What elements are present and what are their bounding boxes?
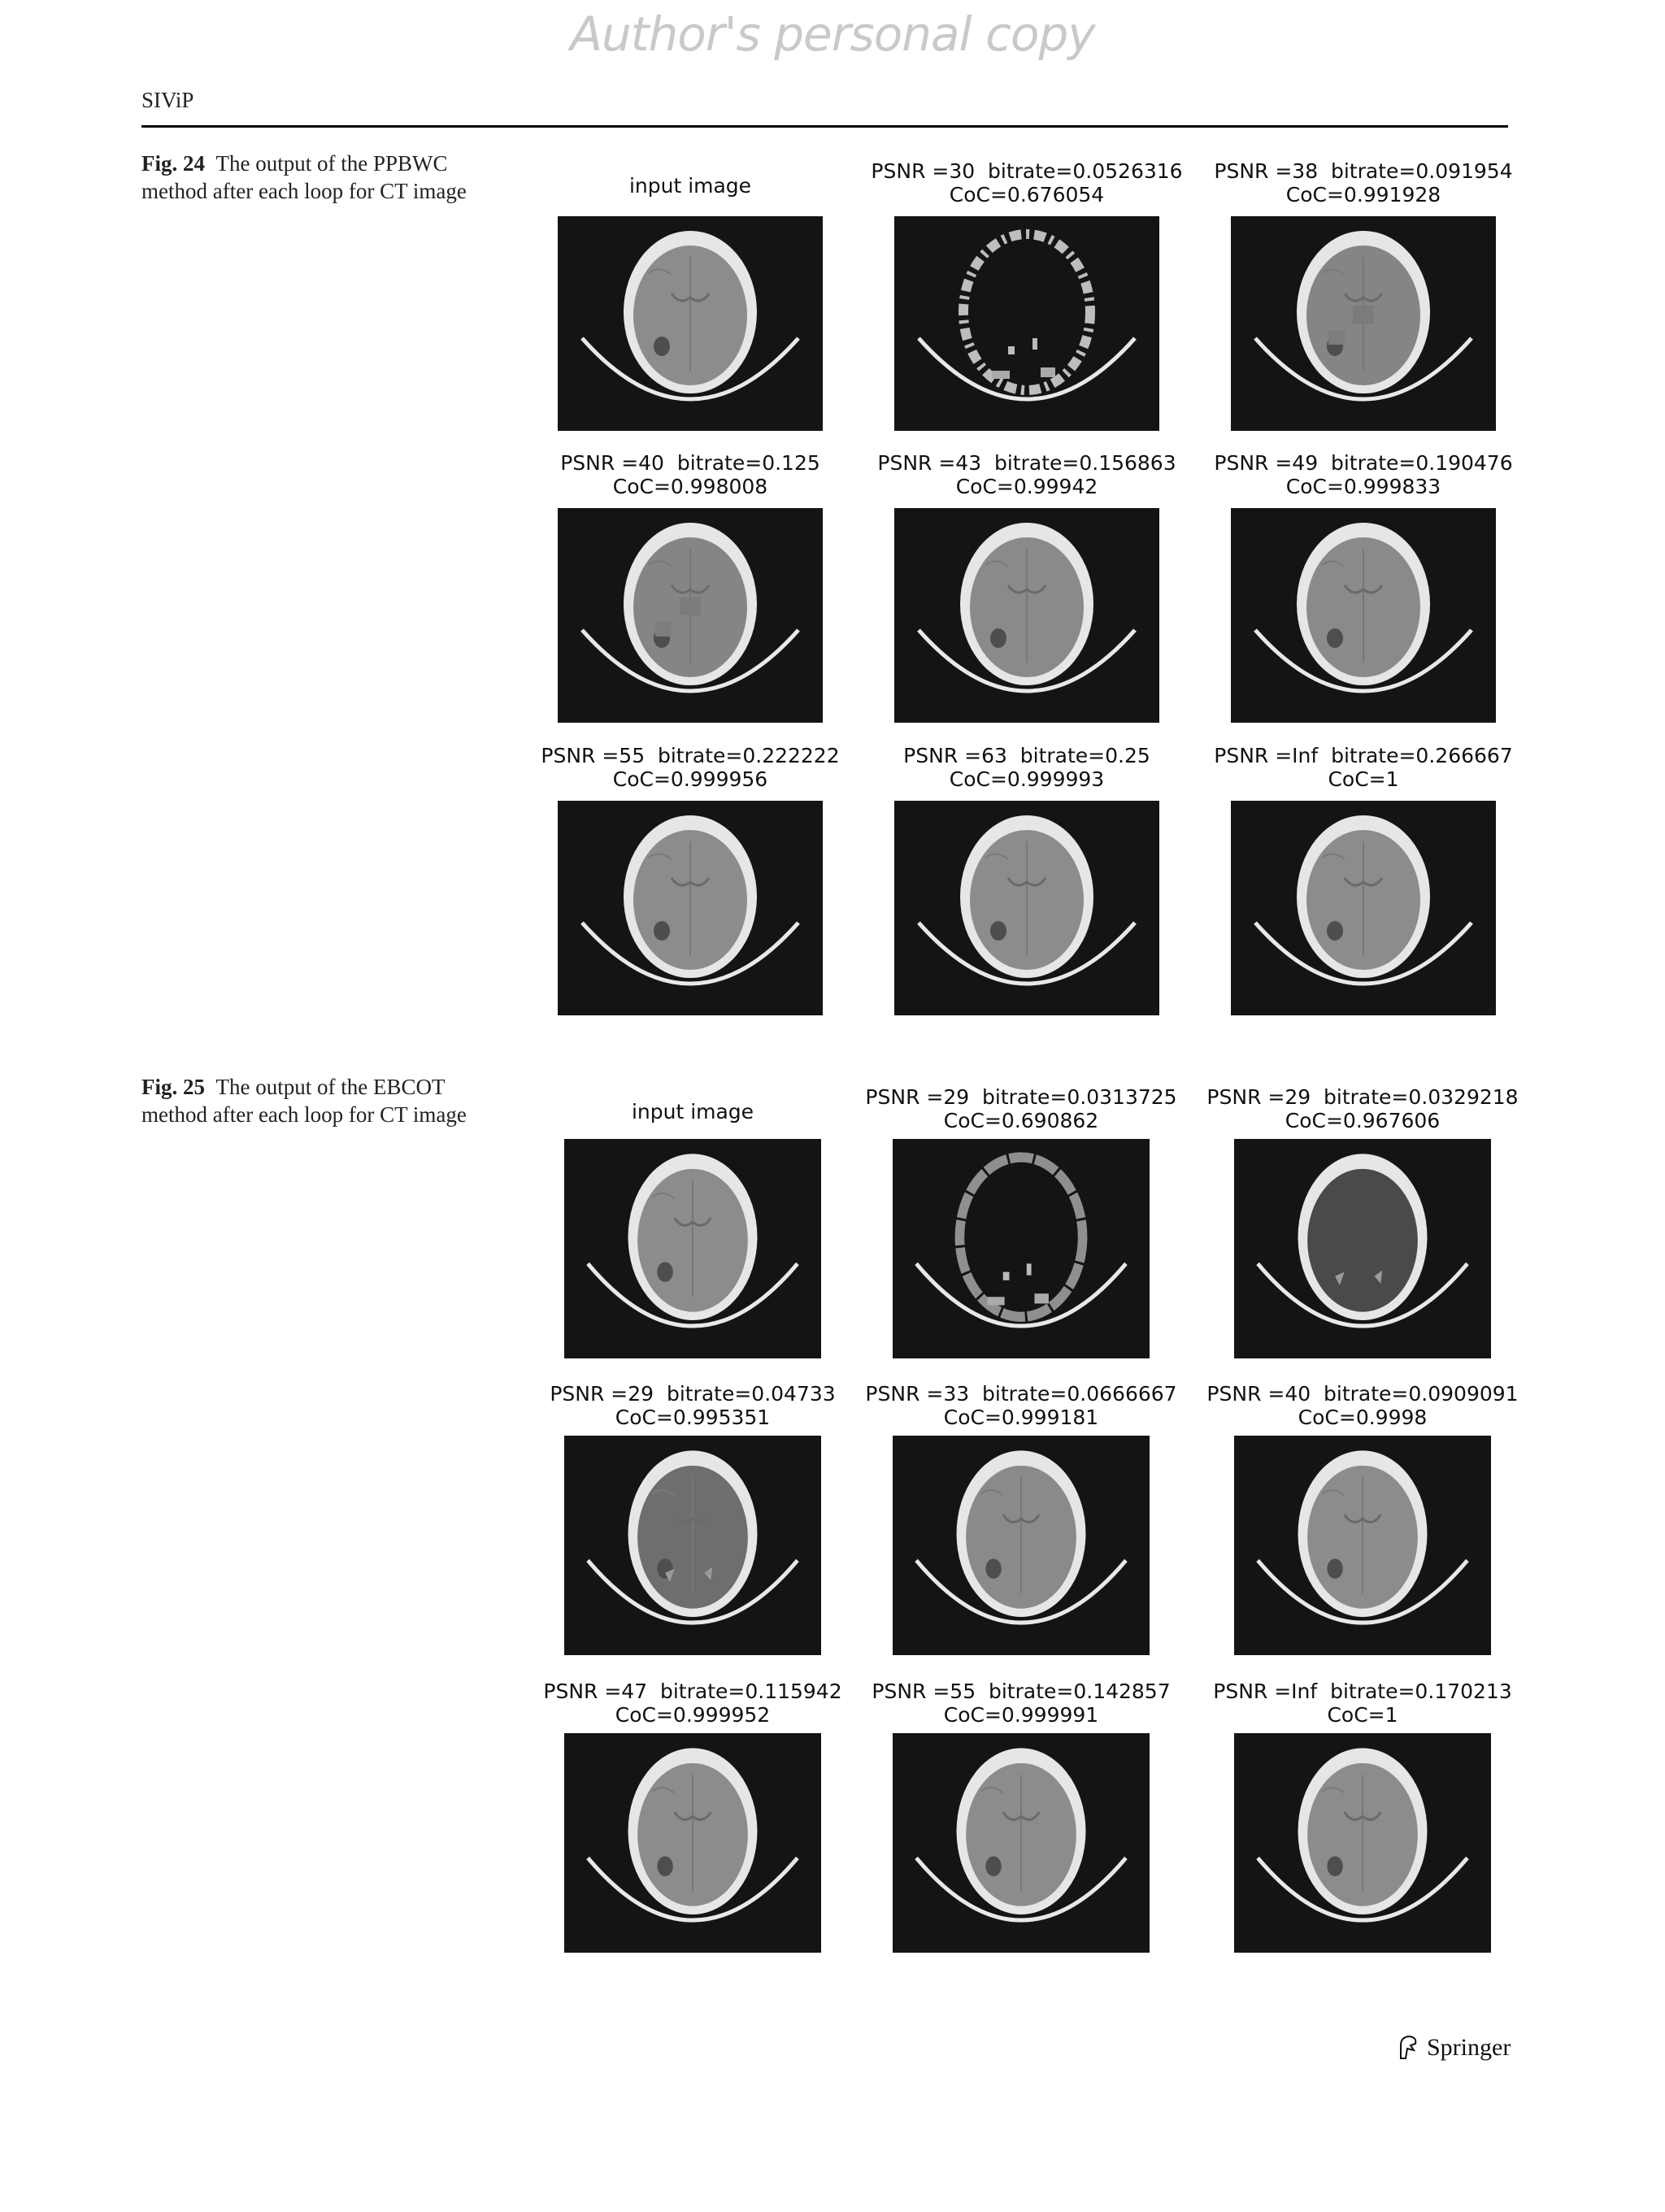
panel-title <box>515 1382 870 1429</box>
figure-24-caption <box>141 150 483 205</box>
ct-scan-image <box>1234 1436 1491 1655</box>
figure-24-caption-text: The output of the PPBWC method after each loop for CT image <box>141 151 467 203</box>
ct-scan-image <box>558 508 823 723</box>
ct-scan-image <box>893 1733 1150 1953</box>
panel-title-line1: PSNR =40 bitrate=0.125 <box>560 451 820 475</box>
ct-scan-image <box>558 801 823 1015</box>
panel-title <box>844 1382 1198 1429</box>
figure-25-caption <box>141 1073 483 1128</box>
figure-25-panel-4 <box>550 1382 836 1655</box>
panel-title <box>509 451 872 498</box>
panel-title <box>844 1680 1198 1727</box>
panel-title-line2: CoC=0.676054 <box>949 183 1105 206</box>
panel-title-line2: CoC=0.999833 <box>1285 475 1441 498</box>
springer-horse-icon <box>1396 2034 1420 2062</box>
panel-title <box>1182 159 1545 206</box>
panel-title-line1: PSNR =33 bitrate=0.0666667 <box>865 1382 1177 1406</box>
panel-title <box>1182 451 1545 498</box>
panel-title-line1: PSNR =Inf bitrate=0.170213 <box>1213 1680 1512 1703</box>
panel-title-line1: PSNR =40 bitrate=0.0909091 <box>1206 1382 1519 1406</box>
figure-25-panel-6 <box>1206 1382 1519 1655</box>
panel-title-line2: CoC=0.690862 <box>943 1109 1099 1132</box>
ct-scan-image <box>894 508 1159 723</box>
figure-25-panel-3 <box>1206 1085 1519 1358</box>
publisher-name: Springer <box>1427 2034 1511 2061</box>
panel-title-line2: CoC=1 <box>1328 767 1399 791</box>
ct-scan-image <box>893 1436 1150 1655</box>
panel-title-line1: PSNR =63 bitrate=0.25 <box>903 744 1150 767</box>
ct-scan-image <box>564 1139 821 1358</box>
panel-title <box>1185 1680 1540 1727</box>
panel-title <box>846 451 1208 498</box>
panel-title-line2: CoC=0.998008 <box>612 475 768 498</box>
panel-title-line1: PSNR =55 bitrate=0.222222 <box>541 744 840 767</box>
ct-scan-image <box>893 1139 1150 1358</box>
panel-title-line1: PSNR =29 bitrate=0.0329218 <box>1206 1085 1519 1109</box>
header-rule <box>141 125 1508 128</box>
panel-title-line1: PSNR =49 bitrate=0.190476 <box>1214 451 1513 475</box>
figure-25-panel-7 <box>543 1680 842 1953</box>
figure-24-label: Fig. 24 <box>141 151 205 176</box>
publisher-logo <box>1396 2034 1511 2062</box>
ct-scan-image <box>558 216 823 431</box>
figure-24-panel-9 <box>1214 744 1513 1015</box>
panel-title-line2: CoC=0.999181 <box>943 1406 1099 1429</box>
panel-title-line2: CoC=0.99942 <box>955 475 1098 498</box>
panel-title-line2: CoC=0.995351 <box>615 1406 771 1429</box>
panel-title <box>1185 1085 1540 1132</box>
figure-25-panel-1 <box>564 1085 821 1358</box>
panel-title <box>515 1100 870 1123</box>
panel-title <box>846 744 1208 791</box>
figure-24-panel-4 <box>558 451 823 723</box>
figure-24-panel-8 <box>894 744 1159 1015</box>
ct-scan-image <box>564 1436 821 1655</box>
panel-title-line1: PSNR =29 bitrate=0.0313725 <box>865 1085 1177 1109</box>
panel-title-line1: input image <box>631 1100 754 1123</box>
panel-title-line1: PSNR =43 bitrate=0.156863 <box>877 451 1176 475</box>
ct-scan-image <box>1234 1733 1491 1953</box>
figure-25-panel-5 <box>865 1382 1177 1655</box>
panel-title-line1: input image <box>628 174 752 198</box>
panel-title-line2: CoC=0.9998 <box>1298 1406 1428 1429</box>
panel-title-line2: CoC=0.967606 <box>1285 1109 1441 1132</box>
ct-scan-image <box>1231 508 1496 723</box>
figure-24-panel-5 <box>877 451 1176 723</box>
panel-title <box>515 1680 870 1727</box>
panel-title <box>509 174 872 198</box>
figure-24-panel-2 <box>871 159 1183 431</box>
panel-title-line1: PSNR =29 bitrate=0.04733 <box>550 1382 836 1406</box>
panel-title-line2: CoC=0.999952 <box>615 1703 771 1727</box>
panel-title <box>844 1085 1198 1132</box>
watermark: Author's personal copy <box>570 7 1095 62</box>
figure-25-panel-8 <box>872 1680 1171 1953</box>
panel-title <box>509 744 872 791</box>
figure-25-panel-9 <box>1213 1680 1512 1953</box>
figure-25-panel-2 <box>865 1085 1177 1358</box>
figure-24-panel-1 <box>558 159 823 431</box>
panel-title <box>1182 744 1545 791</box>
panel-title-line2: CoC=0.999993 <box>949 767 1105 791</box>
ct-scan-image <box>1231 801 1496 1015</box>
panel-title-line2: CoC=0.999956 <box>612 767 768 791</box>
figure-25-label: Fig. 25 <box>141 1075 205 1099</box>
figure-24-panel-6 <box>1214 451 1513 723</box>
panel-title-line1: PSNR =30 bitrate=0.0526316 <box>871 159 1183 183</box>
panel-title-line1: PSNR =38 bitrate=0.091954 <box>1214 159 1513 183</box>
panel-title-line2: CoC=0.991928 <box>1285 183 1441 206</box>
panel-title-line2: CoC=1 <box>1327 1703 1398 1727</box>
panel-title <box>1185 1382 1540 1429</box>
ct-scan-image <box>894 216 1159 431</box>
panel-title <box>846 159 1208 206</box>
ct-scan-image <box>894 801 1159 1015</box>
journal-name: SIViP <box>141 88 194 112</box>
figure-24-panel-3 <box>1214 159 1513 431</box>
ct-scan-image <box>1234 1139 1491 1358</box>
panel-title-line1: PSNR =55 bitrate=0.142857 <box>872 1680 1171 1703</box>
ct-scan-image <box>1231 216 1496 431</box>
figure-24-panel-7 <box>541 744 840 1015</box>
panel-title-line1: PSNR =Inf bitrate=0.266667 <box>1214 744 1513 767</box>
ct-scan-image <box>564 1733 821 1953</box>
panel-title-line1: PSNR =47 bitrate=0.115942 <box>543 1680 842 1703</box>
panel-title-line2: CoC=0.999991 <box>943 1703 1099 1727</box>
figure-25-caption-text: The output of the EBCOT method after each loop for CT image <box>141 1075 467 1127</box>
